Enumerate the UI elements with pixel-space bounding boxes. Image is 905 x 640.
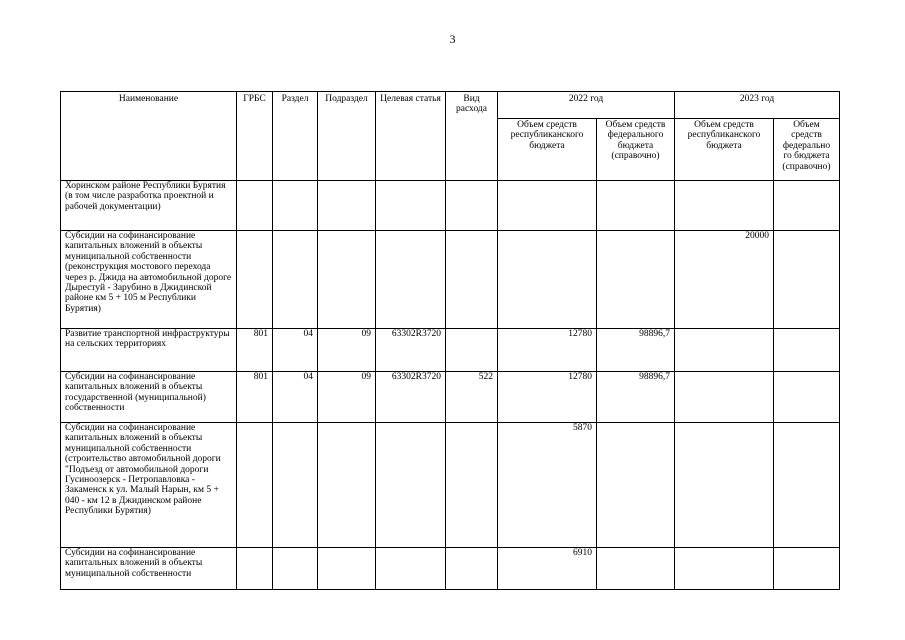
- row-razdel: [273, 181, 318, 231]
- table-row: [61, 372, 840, 423]
- row-2023-fed: [774, 329, 840, 372]
- row-razdel: [273, 231, 318, 329]
- row-2022-rep: [498, 181, 597, 231]
- row-2023-rep: [675, 548, 774, 590]
- row-2022-fed: 98896,7: [597, 372, 675, 423]
- header-grbs: ГРБС: [237, 92, 273, 181]
- row-podrazdel: 09: [318, 372, 376, 423]
- header-year-2022: 2022 год: [498, 92, 675, 119]
- table-row: [61, 329, 840, 372]
- header-vid: Вид расхода: [446, 92, 498, 181]
- row-vid: [446, 329, 498, 372]
- header-name: Наименование: [61, 92, 237, 181]
- table-row: [61, 423, 840, 548]
- row-2023-rep: [675, 329, 774, 372]
- header-podrazdel: Подраздел: [318, 92, 376, 181]
- table-row: [61, 548, 840, 590]
- row-2022-rep: 5870: [498, 423, 597, 548]
- row-grbs: [237, 548, 273, 590]
- row-name: Субсидии на софинансирование капитальных вложений в объекты муниципальной собственности: [61, 548, 237, 590]
- header-row: [61, 92, 840, 119]
- header-celevaya: Целевая статья: [376, 92, 446, 181]
- header-2022-fed: Объем средств федерального бюджета (справочно): [597, 119, 675, 181]
- row-vid: [446, 423, 498, 548]
- page-number: 3: [449, 32, 456, 46]
- row-vid: [446, 231, 498, 329]
- row-celevaya: [376, 231, 446, 329]
- row-razdel: [273, 423, 318, 548]
- row-2022-rep: 12780: [498, 372, 597, 423]
- header-2023-rep: Объем средств республиканского бюджета: [675, 119, 774, 181]
- row-podrazdel: 09: [318, 329, 376, 372]
- row-name: Хоринском районе Республики Бурятия (в том числе разработка проектной и рабочей документации): [61, 181, 237, 231]
- row-grbs: [237, 181, 273, 231]
- row-podrazdel: [318, 231, 376, 329]
- row-celevaya: [376, 181, 446, 231]
- row-name: Субсидии на софинансирование капитальных вложений в объекты государственной (муниципальной) собственности: [61, 372, 237, 423]
- row-2023-rep: [675, 181, 774, 231]
- header-2022-rep: Объем средств республиканского бюджета: [498, 119, 597, 181]
- row-2023-fed: [774, 372, 840, 423]
- row-razdel: 04: [273, 329, 318, 372]
- row-celevaya: 63302R3720: [376, 372, 446, 423]
- row-podrazdel: [318, 423, 376, 548]
- row-grbs: [237, 231, 273, 329]
- row-2022-fed: [597, 423, 675, 548]
- table-row: [61, 181, 840, 231]
- row-celevaya: 63302R3720: [376, 329, 446, 372]
- row-vid: [446, 181, 498, 231]
- row-2023-fed: [774, 548, 840, 590]
- row-2022-fed: [597, 231, 675, 329]
- row-vid: [446, 548, 498, 590]
- budget-table: [60, 91, 840, 590]
- header-year-2023: 2023 год: [675, 92, 840, 119]
- row-name: Субсидии на софинансирование капитальных вложений в объекты муниципальной собственности (строительство автомобильной дороги "Подъезд от автомобильной дороги Гусиноозерск - Петропавловка - Закаменск к ул. Малый Нарын, км 5 + 040 - км 12 в Джидинском районе Республики Бурятия): [61, 423, 237, 548]
- row-2023-rep: [675, 372, 774, 423]
- row-2023-rep: 20000: [675, 231, 774, 329]
- row-grbs: 801: [237, 329, 273, 372]
- row-razdel: [273, 548, 318, 590]
- row-2022-fed: [597, 548, 675, 590]
- row-2023-fed: [774, 423, 840, 548]
- row-2022-rep: [498, 231, 597, 329]
- row-celevaya: [376, 548, 446, 590]
- row-grbs: 801: [237, 372, 273, 423]
- row-2023-rep: [675, 423, 774, 548]
- header-2023-fed: Объем средств федерально го бюджета (справочно): [774, 119, 840, 181]
- row-podrazdel: [318, 181, 376, 231]
- row-grbs: [237, 423, 273, 548]
- row-name: Субсидии на софинансирование капитальных вложений в объекты муниципальной собственности (реконструкция мостового перехода через р. Джида на автомобильной дороге Дырестуй - Зарубино в Джидинской районе км 5 + 105 м Республики Бурятия): [61, 231, 237, 329]
- row-2022-fed: 98896,7: [597, 329, 675, 372]
- row-2023-fed: [774, 231, 840, 329]
- table-row: [61, 231, 840, 329]
- row-2022-fed: [597, 181, 675, 231]
- row-2022-rep: 12780: [498, 329, 597, 372]
- row-2022-rep: 6910: [498, 548, 597, 590]
- row-name: Развитие транспортной инфраструктуры на сельских территориях: [61, 329, 237, 372]
- row-celevaya: [376, 423, 446, 548]
- row-vid: 522: [446, 372, 498, 423]
- row-razdel: 04: [273, 372, 318, 423]
- header-razdel: Раздел: [273, 92, 318, 181]
- row-podrazdel: [318, 548, 376, 590]
- row-2023-fed: [774, 181, 840, 231]
